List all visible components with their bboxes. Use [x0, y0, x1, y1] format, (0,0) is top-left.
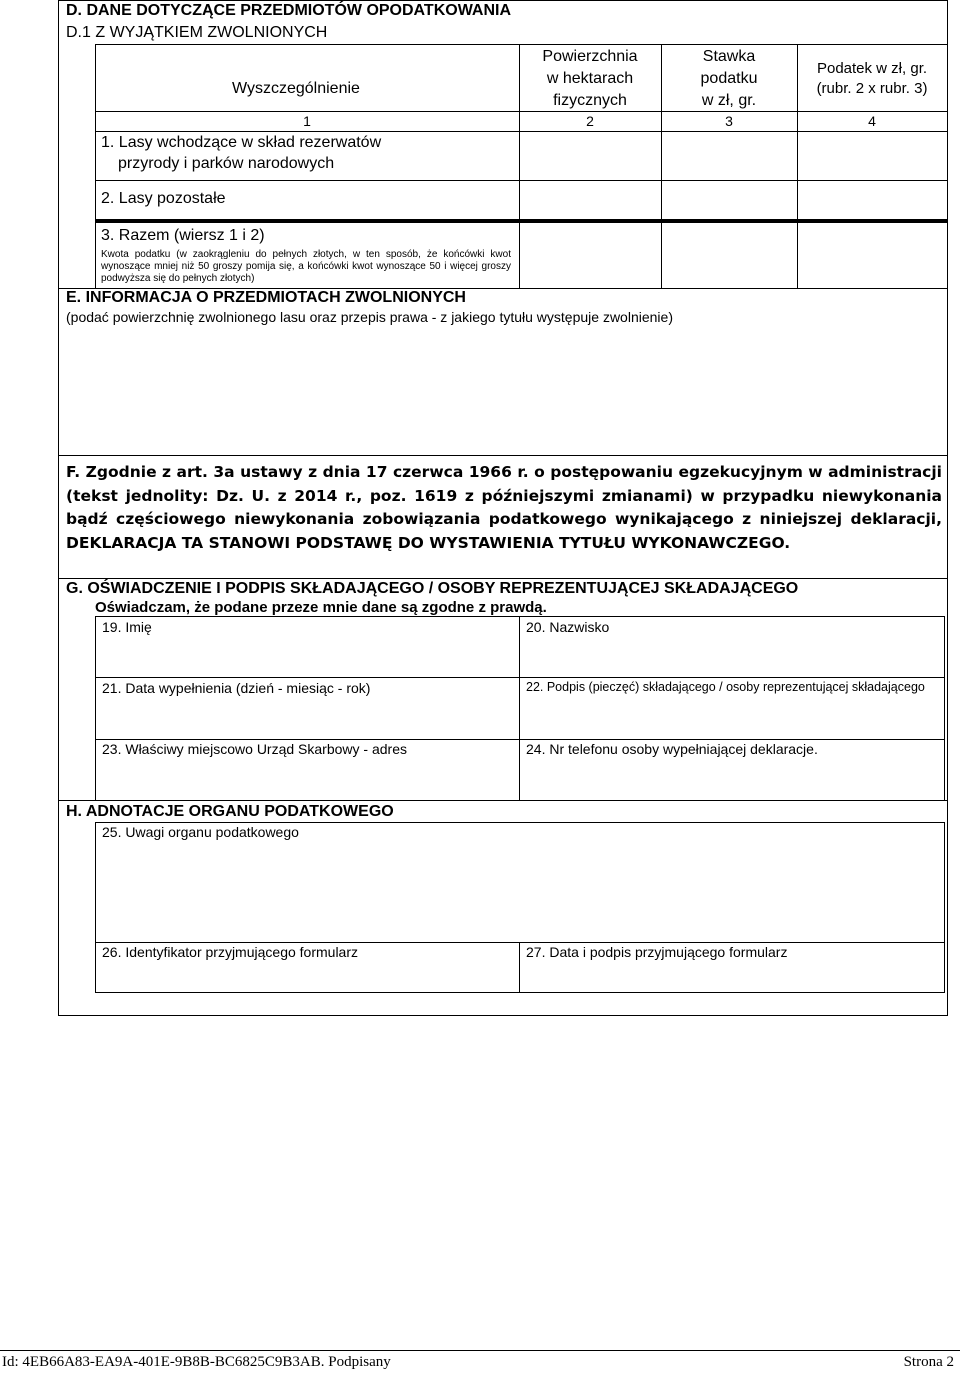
- row3-left-line: [95, 223, 96, 289]
- frame-top-line: [58, 0, 948, 1]
- frame-bottom-line: [58, 1015, 948, 1016]
- field-20-input[interactable]: [520, 636, 943, 676]
- header-stawka-l1: Stawka: [702, 48, 756, 65]
- field-25-input[interactable]: [96, 842, 943, 941]
- section-d-title: D. DANE DOTYCZĄCE PRZEDMIOTÓW OPODATKOWANIA: [66, 2, 512, 19]
- field-20-label: 20. Nazwisko: [526, 619, 610, 635]
- section-h-title: H. ADNOTACJE ORGANU PODATKOWEGO: [66, 803, 394, 820]
- field-24-label: 24. Nr telefonu osoby wypełniającej deklaracje.: [526, 741, 818, 757]
- numbers-bottom-line: [95, 131, 948, 132]
- field-22-input[interactable]: [520, 697, 943, 738]
- section-e-subtitle: (podać powierzchnię zwolnionego lasu oraz przepis prawa - z jakiego tytułu występuje zwolnienie): [66, 309, 673, 325]
- g-grid-top: [95, 616, 945, 617]
- row3-note: Kwota podatku (w zaokrągleniu do pełnych złotych, w ten sposób, że końcówki kwot wynoszące mniej niż 50 groszy pomija się, a końcówki kwot wynoszące 50 i więcej groszy podwyższa się do pełnych złotych): [101, 249, 511, 284]
- field-23-input[interactable]: [96, 758, 518, 799]
- section-f-text: F. Zgodnie z art. 3a ustawy z dnia 17 czerwca 1966 r. o postępowaniu egzekucyjnym w administracji (tekst jednolity: Dz. U. z 2014 r., poz. 1619 z późniejszymi zmianami) w przypadku niewykonania bądź częściowego niewykonania zobowiązania podatkowego wynikającego z niniejszej deklaracji, DEKLARACJA TA STANOWI PODSTAWĘ DO WYSTAWIENIA TYTUŁU WYKONAWCZEGO.: [66, 463, 942, 552]
- footer-document-id: Id: 4EB66A83-EA9A-401E-9B8B-BC6825C9B3AB. Podpisany: [2, 1354, 391, 1370]
- field-22-label: 22. Podpis (pieczęć) składającego / osoby reprezentującej składającego: [526, 680, 925, 694]
- h-grid-row1: [95, 942, 945, 943]
- header-wyszczegolnienie: Wyszczególnienie: [232, 80, 360, 97]
- table-left-line: [95, 44, 96, 222]
- section-f-bottom-line: [58, 578, 948, 579]
- row3-label: 3. Razem (wiersz 1 i 2): [101, 227, 265, 244]
- field-24-input[interactable]: [520, 758, 943, 799]
- col-number-3: 3: [725, 113, 733, 129]
- h-grid-right: [944, 822, 945, 993]
- frame-right-line: [947, 0, 948, 1016]
- h-grid-bottom: [95, 992, 945, 993]
- row1-bottom-line: [95, 180, 948, 181]
- g-grid-row1: [95, 677, 945, 678]
- frame-left-line: [58, 0, 59, 1016]
- header-bottom-line: [95, 111, 948, 112]
- section-e-bottom-line: [58, 455, 948, 456]
- field-27-input[interactable]: [520, 961, 943, 991]
- header-powierzchnia-l1: Powierzchnia: [542, 48, 638, 65]
- field-25-label: 25. Uwagi organu podatkowego: [102, 824, 299, 840]
- header-powierzchnia-l3: fizycznych: [553, 92, 627, 109]
- table-header-top-line: [95, 44, 948, 45]
- section-g-title: G. OŚWIADCZENIE I PODPIS SKŁADAJĄCEGO / OSOBY REPREZENTUJĄCEJ SKŁADAJĄCEGO: [66, 580, 799, 597]
- g-grid-row2: [95, 739, 945, 740]
- field-21-input[interactable]: [96, 697, 518, 738]
- header-powierzchnia-l2: w hektarach: [546, 70, 634, 87]
- section-g-bottom-line: [58, 800, 948, 801]
- col-number-1: 1: [303, 113, 311, 129]
- col-number-2: 2: [586, 113, 594, 129]
- header-stawka-l3: w zł, gr.: [701, 92, 757, 109]
- field-23-label: 23. Właściwy miejscowo Urząd Skarbowy - adres: [102, 741, 407, 757]
- field-19-input[interactable]: [96, 636, 518, 676]
- section-d1-subtitle: D.1 Z WYJĄTKIEM ZWOLNIONYCH: [66, 24, 328, 41]
- row1-label-l1: 1. Lasy wchodzące w skład rezerwatów: [101, 134, 382, 151]
- field-27-label: 27. Data i podpis przyjmującego formularz: [526, 944, 788, 960]
- row2-label: 2. Lasy pozostałe: [101, 190, 226, 207]
- g-grid-right: [944, 616, 945, 801]
- section-e-input[interactable]: [66, 330, 936, 454]
- field-26-label: 26. Identyfikator przyjmującego formularz: [102, 944, 358, 960]
- footer-page-number: Strona 2: [903, 1354, 954, 1370]
- field-26-input[interactable]: [96, 961, 518, 991]
- header-podatek-l2: (rubr. 2 x rubr. 3): [816, 80, 928, 97]
- field-21-label: 21. Data wypełnienia (dzień - miesiąc - rok): [102, 680, 371, 696]
- header-podatek-l1: Podatek w zł, gr.: [816, 60, 928, 77]
- col-number-4: 4: [868, 113, 876, 129]
- row1-label-l2: przyrody i parków narodowych: [118, 155, 335, 172]
- header-stawka-l2: podatku: [700, 70, 758, 87]
- row2-thick-bottom-line: [95, 219, 948, 223]
- section-e-title: E. INFORMACJA O PRZEDMIOTACH ZWOLNIONYCH: [66, 289, 466, 306]
- footer-line: [0, 1350, 960, 1351]
- section-g-statement: Oświadczam, że podane przeze mnie dane są zgodne z prawdą.: [95, 599, 547, 616]
- field-19-label: 19. Imię: [102, 619, 152, 635]
- h-grid-top: [95, 822, 945, 823]
